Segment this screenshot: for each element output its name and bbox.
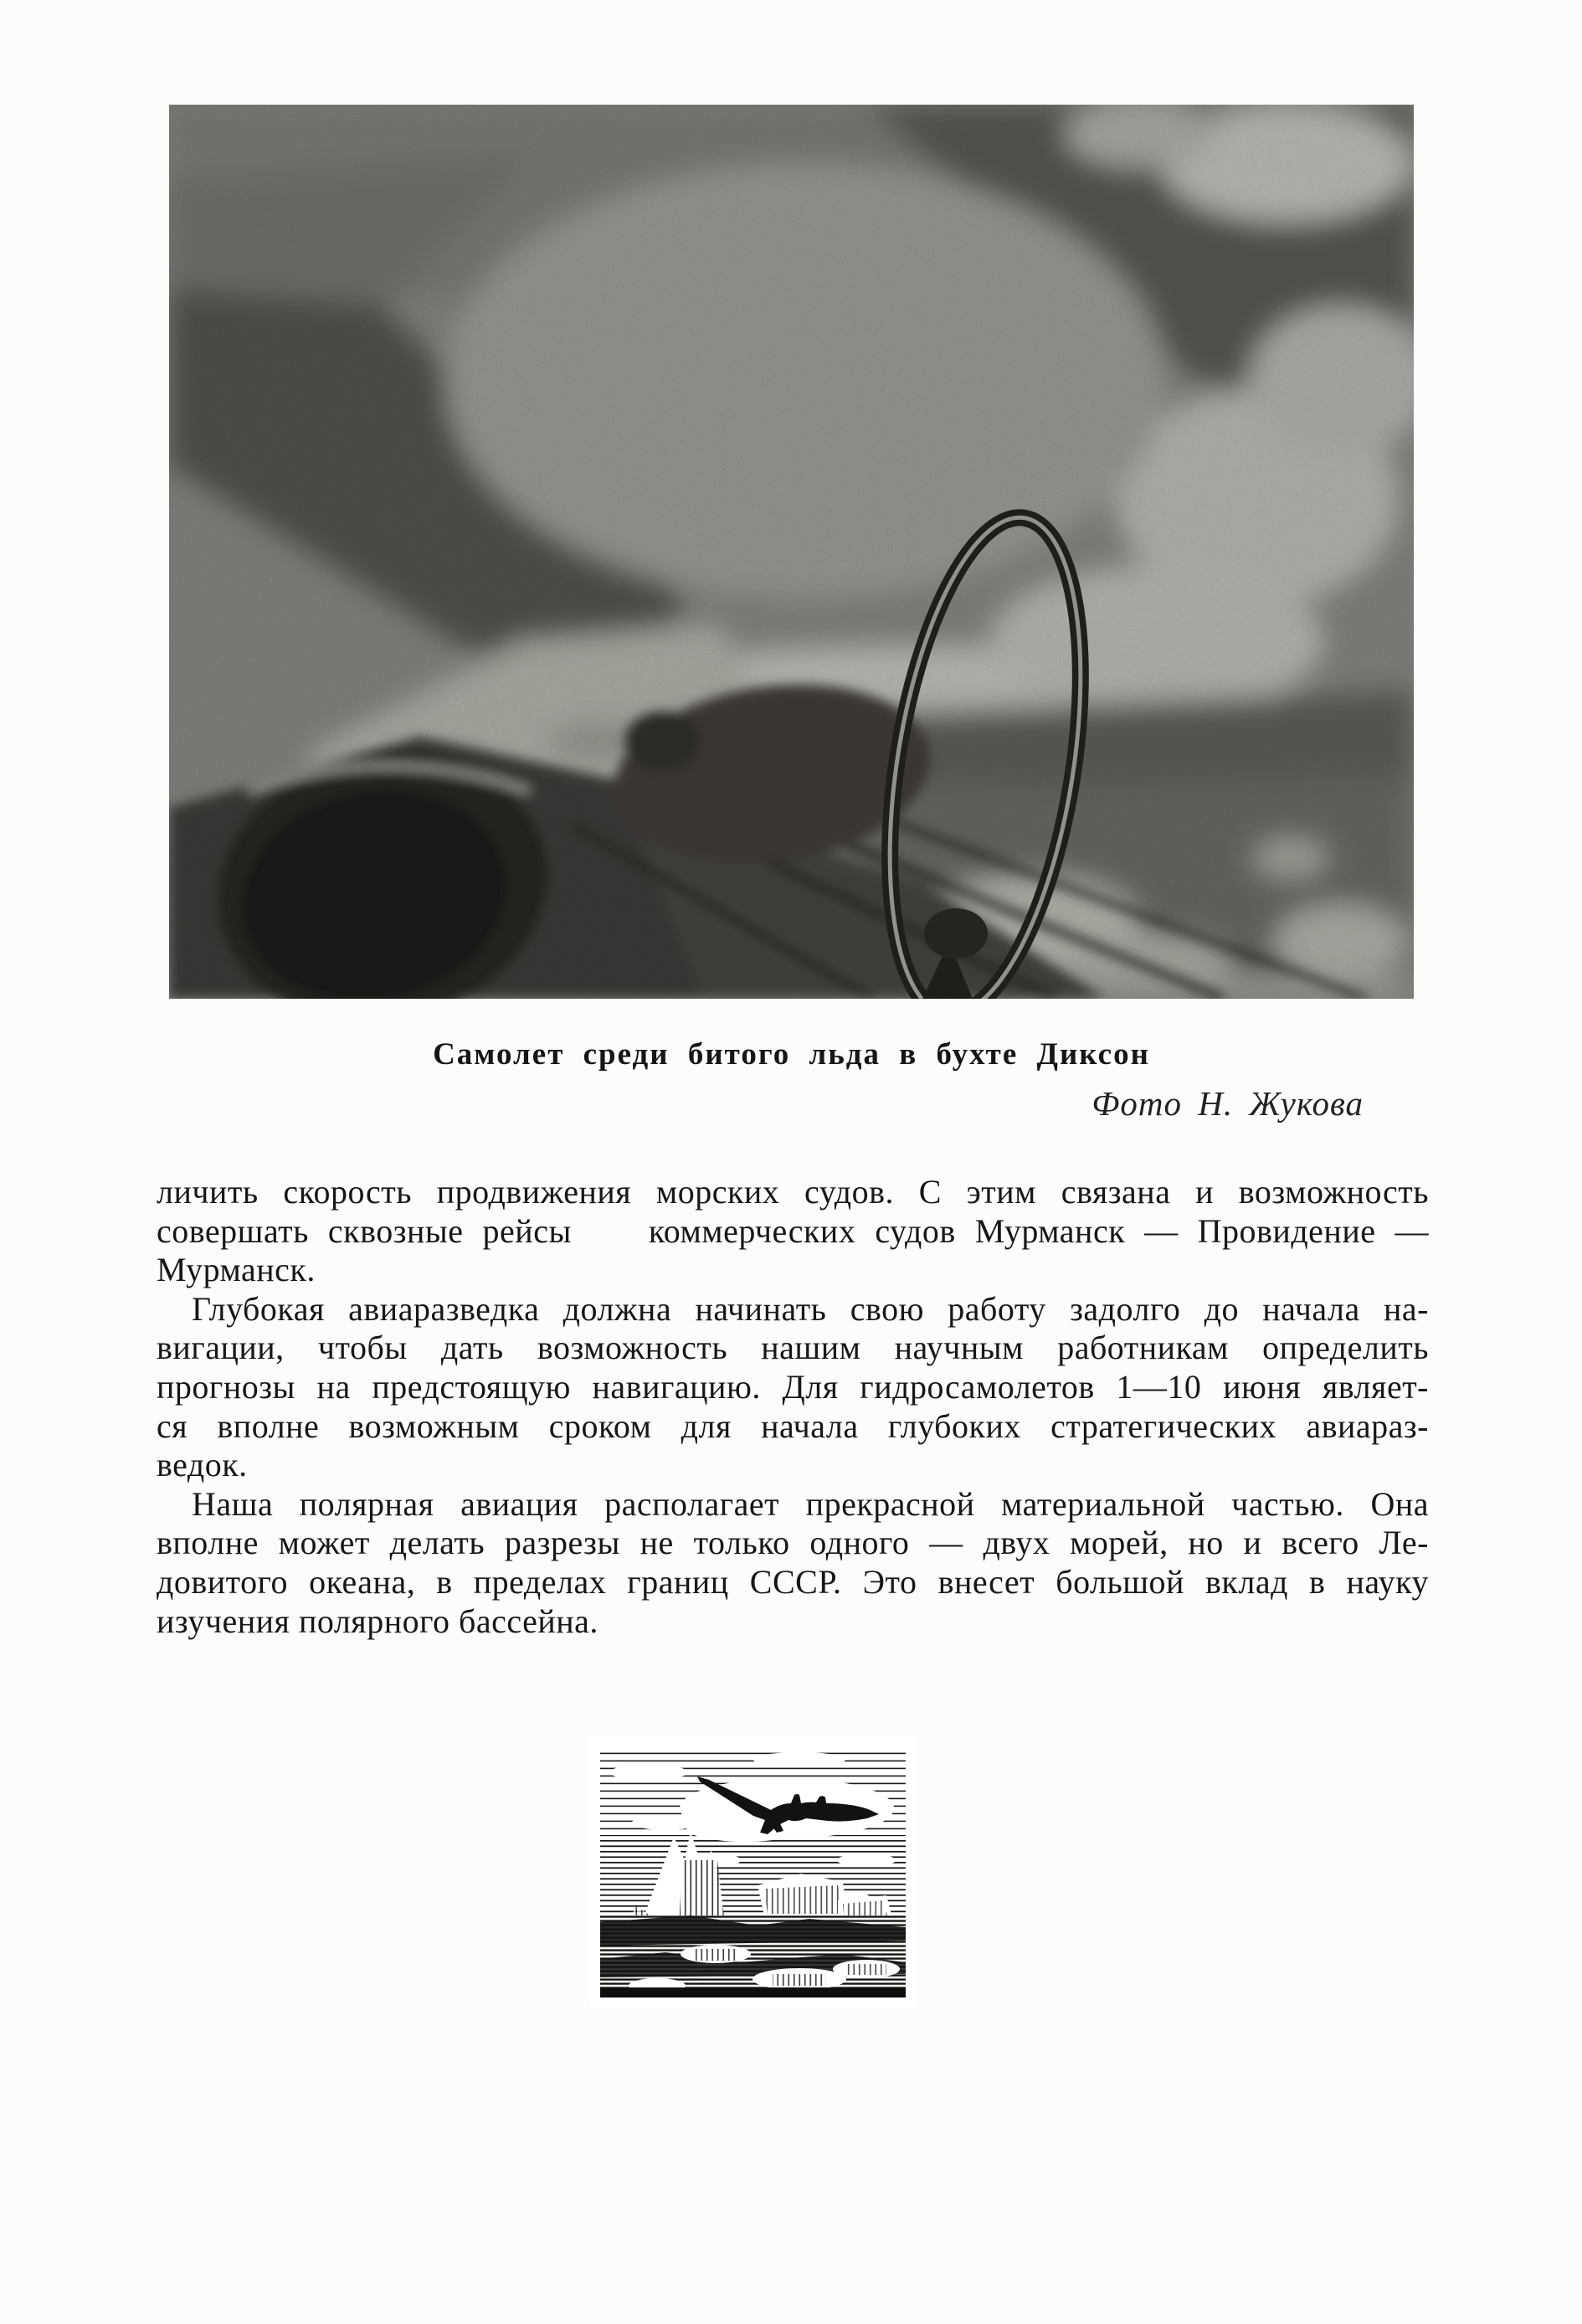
body-text-line: довитого океана, в пределах границ СССР. Это внесет большой вклад в науку: [157, 1562, 1429, 1601]
photo-plane-in-broken-ice: [169, 105, 1414, 999]
body-text-line: ведок.: [157, 1446, 248, 1484]
engraving-illustration: [590, 1735, 914, 2008]
photo-credit: Фото Н. Жукова: [1091, 1084, 1364, 1123]
body-text-line: вполне может делать разрезы не только одного — двух морей, но и всего Ле-: [157, 1524, 1429, 1562]
engraving-sea: [600, 1915, 906, 1998]
halftone-grain: [169, 105, 1414, 999]
body-text-line: ся вполне возможным сроком для начала глубоких стратегических авиараз-: [157, 1406, 1429, 1445]
body-text-line: изучения полярного бассейна.: [157, 1602, 598, 1640]
body-text-line: Глубокая авиаразведка должна начинать свою работу задолго до начала на-: [192, 1289, 1429, 1328]
body-text-line: вигации, чтобы дать возможность нашим научным работникам определить: [157, 1329, 1429, 1367]
body-text-line: личить скорость продвижения морских судов. С этим связана и возможность: [157, 1173, 1429, 1211]
body-text: [157, 1173, 1429, 1641]
body-text-line: прогнозы на предстоящую навигацию. Для гидросамолетов 1—10 июня являет-: [157, 1367, 1429, 1406]
photo-illustration: [169, 105, 1414, 999]
body-text-line: Мурманск.: [157, 1251, 316, 1289]
photo-caption: Самолет среди битого льда в бухте Диксон: [433, 1037, 1150, 1072]
body-text-line: совершать сквозные рейсы коммерческих судов Мурманск — Провидение —: [157, 1211, 1429, 1250]
body-text-line: Наша полярная авиация располагает прекрасной материальной частью. Она: [192, 1484, 1429, 1523]
engraving-plane-over-icebergs: [590, 1735, 914, 2008]
